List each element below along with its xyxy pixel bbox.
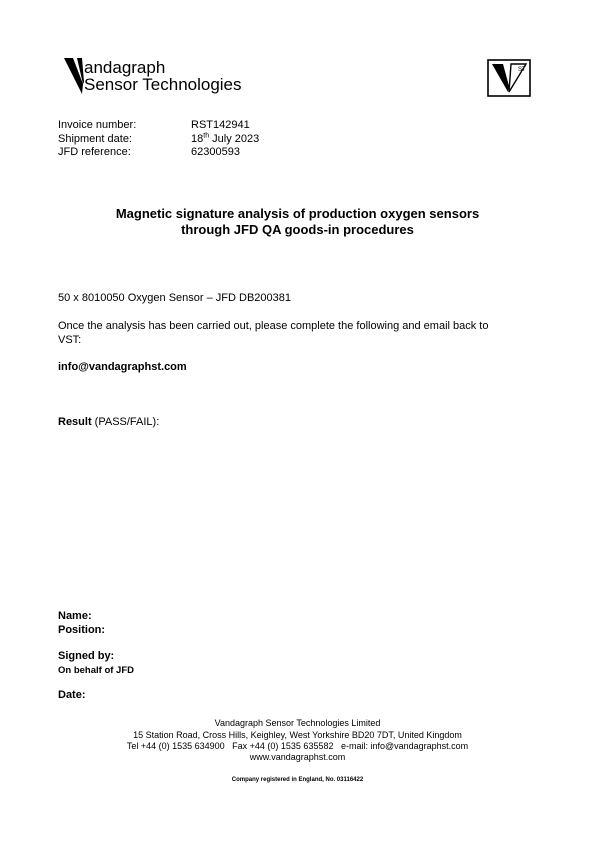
invoice-row — [58, 119, 259, 133]
invoice-value: RST142941 — [191, 119, 250, 131]
name-label: Name: — [58, 610, 92, 622]
jfd-row — [58, 146, 259, 160]
result-label-bold: Result — [58, 416, 92, 428]
product-line: 50 x 8010050 Oxygen Sensor – JFD DB200381 — [58, 292, 291, 304]
date-label: Date: — [58, 689, 86, 701]
title-line1: Magnetic signature analysis of production oxygen sensors — [115, 206, 480, 221]
contact-email[interactable]: info@vandagraphst.com — [58, 361, 187, 373]
company-name-line2: Sensor Technologies — [84, 75, 242, 94]
signed-by-label: Signed by: — [58, 650, 115, 662]
on-behalf-label: On behalf of JFD — [58, 665, 134, 676]
shipment-suffix: th — [203, 131, 210, 139]
vst-corner-logo — [487, 59, 531, 97]
invoice-meta — [58, 119, 259, 160]
shipment-value — [191, 133, 259, 147]
shipment-rest: July 2023 — [209, 132, 260, 145]
footer-contact: Tel +44 (0) 1535 634900 Fax +44 (0) 1535 635582 e-mail: info@vandagraphst.com — [126, 741, 469, 751]
result-label — [58, 416, 159, 430]
position-label: Position: — [58, 624, 106, 636]
result-label-rest: (PASS/FAIL): — [91, 416, 160, 428]
invoice-label: Invoice number: — [58, 119, 137, 131]
shipment-day: 18 — [191, 132, 204, 145]
title-line2: through JFD QA goods-in procedures — [181, 222, 414, 237]
shipment-row — [58, 133, 259, 147]
document-title — [0, 206, 595, 238]
instructions — [58, 320, 488, 347]
company-registration: Company registered in England, No. 03116422 — [231, 777, 364, 783]
jfd-label: JFD reference: — [58, 146, 131, 158]
instructions-line1: Once the analysis has been carried out, please complete the following and email back to — [58, 320, 489, 332]
corner-logo-text: ST — [518, 67, 526, 73]
footer-address: 15 Station Road, Cross Hills, Keighley, West Yorkshire BD20 7DT, United Kingdom — [133, 730, 462, 740]
company-name-line1: andagraph — [84, 58, 166, 77]
instructions-line2: VST: — [58, 333, 82, 346]
jfd-value: 62300593 — [191, 146, 240, 158]
footer-website[interactable]: www.vandagraphst.com — [249, 752, 346, 762]
shipment-label: Shipment date: — [58, 132, 132, 145]
footer-company: Vandagraph Sensor Technologies Limited — [214, 718, 381, 728]
